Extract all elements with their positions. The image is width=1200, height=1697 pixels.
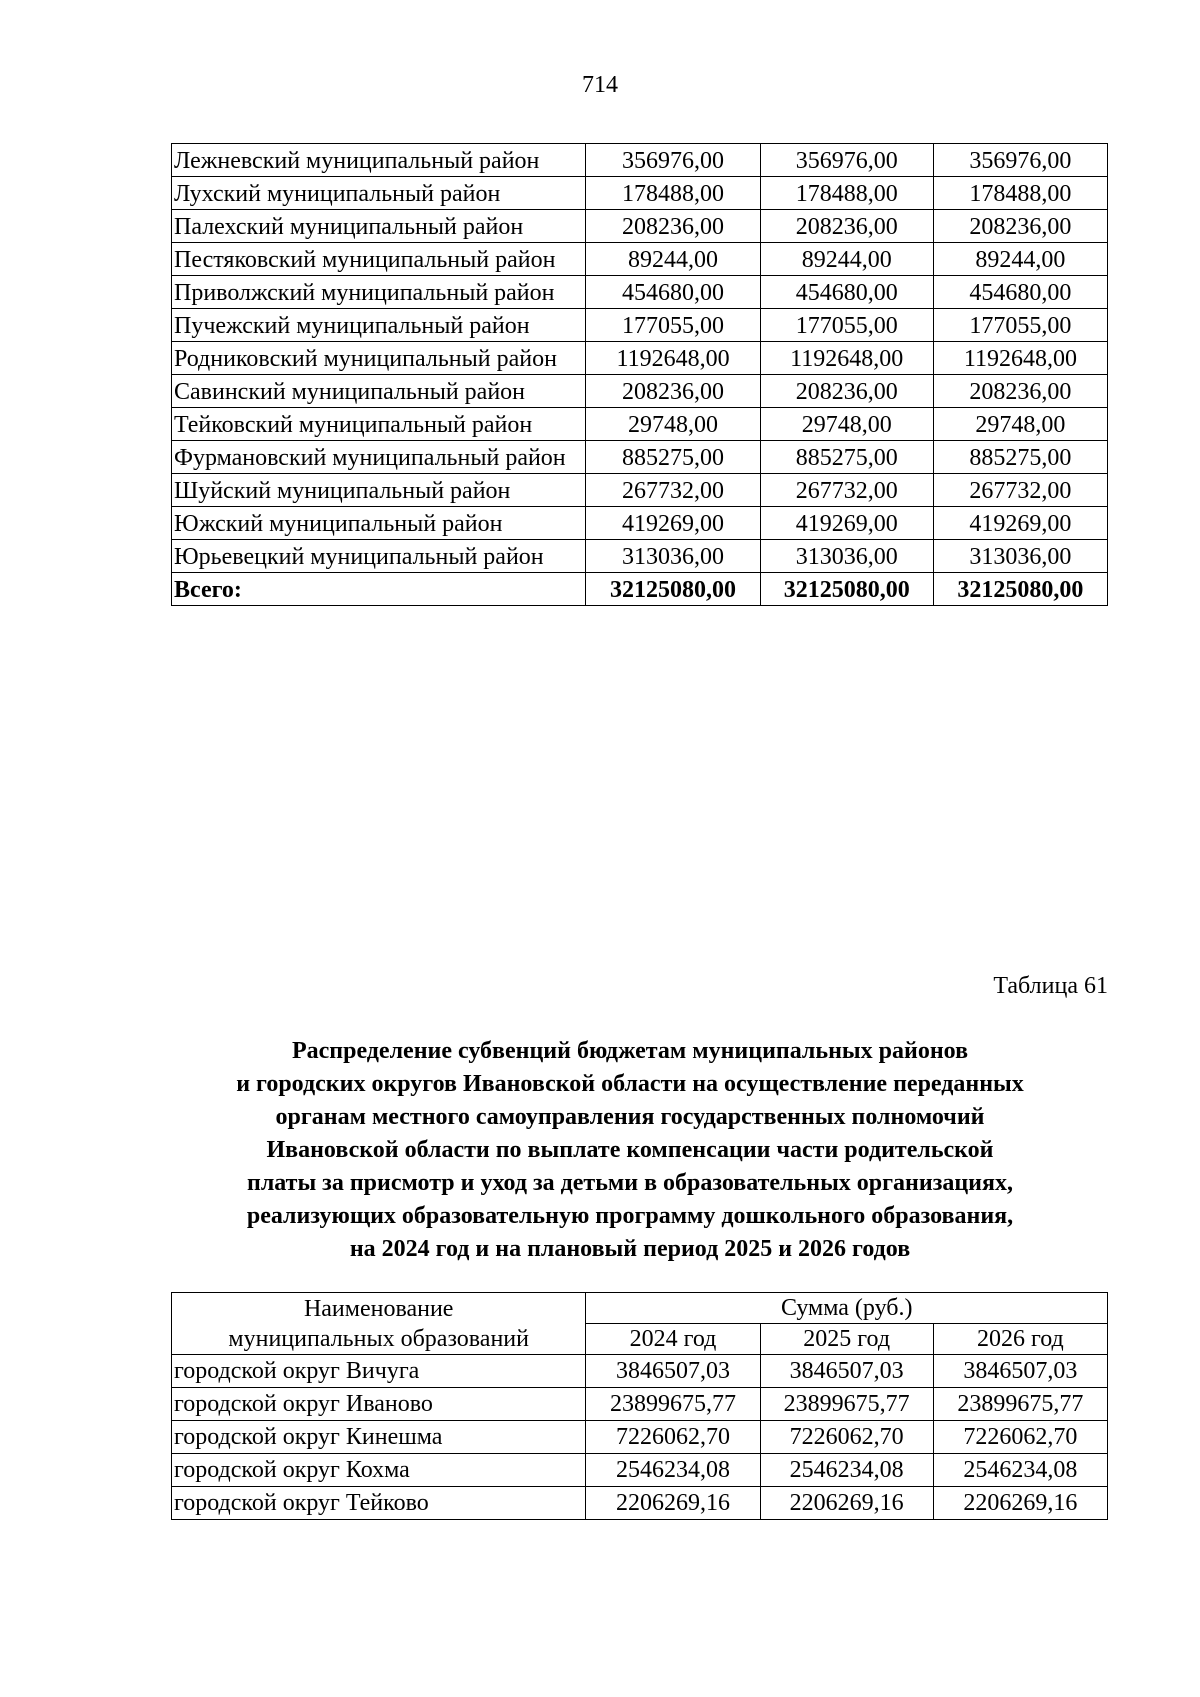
amount-2026: 89244,00	[933, 243, 1107, 276]
amount-2026: 208236,00	[933, 210, 1107, 243]
amount-2026: 454680,00	[933, 276, 1107, 309]
table-row	[172, 309, 1108, 342]
amount-2024: 7226062,70	[586, 1421, 760, 1454]
table2-body	[172, 1355, 1108, 1520]
table-row	[172, 177, 1108, 210]
amount-2026: 356976,00	[933, 144, 1107, 177]
total-row	[172, 573, 1108, 606]
amount-2026: 177055,00	[933, 309, 1107, 342]
table-row	[172, 1421, 1108, 1454]
municipality-name: городской округ Кинешма	[172, 1421, 586, 1454]
municipality-name: городской округ Кохма	[172, 1454, 586, 1487]
table-row	[172, 210, 1108, 243]
municipality-name: Приволжский муниципальный район	[172, 276, 586, 309]
municipality-name: Лежневский муниципальный район	[172, 144, 586, 177]
heading-line: и городских округов Ивановской области на осуществление переданных	[236, 1071, 1024, 1097]
header-year-2024: 2024 год	[586, 1324, 760, 1355]
amount-2024: 2546234,08	[586, 1454, 760, 1487]
total-2025: 32125080,00	[760, 573, 933, 606]
amount-2024: 178488,00	[586, 177, 760, 210]
amount-2024: 89244,00	[586, 243, 760, 276]
heading-line: реализующих образовательную программу дошкольного образования,	[246, 1203, 1014, 1229]
amount-2024: 2206269,16	[586, 1487, 760, 1520]
table-row	[172, 507, 1108, 540]
table-row	[172, 474, 1108, 507]
amount-2024: 356976,00	[586, 144, 760, 177]
header-name-line2: муниципальных образований	[228, 1325, 529, 1352]
table-row	[172, 375, 1108, 408]
municipality-name: Савинский муниципальный район	[172, 375, 586, 408]
municipality-name: Родниковский муниципальный район	[172, 342, 586, 375]
municipality-name: Южский муниципальный район	[172, 507, 586, 540]
amount-2025: 1192648,00	[760, 342, 933, 375]
table-row	[172, 1388, 1108, 1421]
amount-2026: 885275,00	[933, 441, 1107, 474]
amount-2026: 178488,00	[933, 177, 1107, 210]
amount-2026: 313036,00	[933, 540, 1107, 573]
amount-2024: 29748,00	[586, 408, 760, 441]
amount-2025: 29748,00	[760, 408, 933, 441]
table1-body	[172, 144, 1108, 606]
amount-2026: 2206269,16	[933, 1487, 1107, 1520]
amount-2026: 29748,00	[933, 408, 1107, 441]
amount-2026: 7226062,70	[933, 1421, 1107, 1454]
heading-line: органам местного самоуправления государственных полномочий	[275, 1104, 985, 1130]
table-row	[172, 408, 1108, 441]
municipality-name: Шуйский муниципальный район	[172, 474, 586, 507]
table-row	[172, 1454, 1108, 1487]
heading-line: Распределение субвенций бюджетам муниципальных районов	[291, 1038, 969, 1064]
amount-2026: 23899675,77	[933, 1388, 1107, 1421]
municipality-name: городской округ Тейково	[172, 1487, 586, 1520]
heading-line: платы за присмотр и уход за детьми в образовательных организациях,	[246, 1170, 1013, 1196]
header-year-2026: 2026 год	[933, 1324, 1107, 1355]
table-label: Таблица 61	[993, 973, 1108, 999]
amount-2026: 3846507,03	[933, 1355, 1107, 1388]
amount-2025: 356976,00	[760, 144, 933, 177]
municipality-name: Тейковский муниципальный район	[172, 408, 586, 441]
amount-2024: 208236,00	[586, 375, 760, 408]
table-row	[172, 1355, 1108, 1388]
amount-2025: 177055,00	[760, 309, 933, 342]
table-row	[172, 540, 1108, 573]
amount-2025: 23899675,77	[760, 1388, 933, 1421]
municipality-name: Юрьевецкий муниципальный район	[172, 540, 586, 573]
amount-2026: 2546234,08	[933, 1454, 1107, 1487]
amount-2025: 2546234,08	[760, 1454, 933, 1487]
amount-2025: 3846507,03	[760, 1355, 933, 1388]
municipality-name: Пестяковский муниципальный район	[172, 243, 586, 276]
municipality-name: городской округ Вичуга	[172, 1355, 586, 1388]
amount-2025: 313036,00	[760, 540, 933, 573]
heading-line: на 2024 год и на плановый период 2025 и 2026 годов	[349, 1236, 911, 1262]
table2-header	[172, 1293, 1108, 1355]
amount-2025: 419269,00	[760, 507, 933, 540]
amount-2025: 2206269,16	[760, 1487, 933, 1520]
table-row	[172, 276, 1108, 309]
subvention-table-continued	[171, 143, 1108, 606]
amount-2024: 267732,00	[586, 474, 760, 507]
amount-2026: 1192648,00	[933, 342, 1107, 375]
municipality-name: Пучежский муниципальный район	[172, 309, 586, 342]
total-2024: 32125080,00	[586, 573, 760, 606]
table-row	[172, 243, 1108, 276]
amount-2025: 208236,00	[760, 375, 933, 408]
total-2026: 32125080,00	[933, 573, 1107, 606]
amount-2024: 23899675,77	[586, 1388, 760, 1421]
amount-2024: 454680,00	[586, 276, 760, 309]
heading-line: Ивановской области по выплате компенсации части родительской	[266, 1137, 994, 1163]
amount-2024: 177055,00	[586, 309, 760, 342]
amount-2025: 178488,00	[760, 177, 933, 210]
table-row	[172, 441, 1108, 474]
amount-2024: 3846507,03	[586, 1355, 760, 1388]
amount-2026: 419269,00	[933, 507, 1107, 540]
table-row	[172, 342, 1108, 375]
amount-2025: 89244,00	[760, 243, 933, 276]
amount-2024: 313036,00	[586, 540, 760, 573]
header-sum: Сумма (руб.)	[586, 1293, 1108, 1324]
amount-2024: 885275,00	[586, 441, 760, 474]
table-row	[172, 1487, 1108, 1520]
amount-2024: 208236,00	[586, 210, 760, 243]
header-name-line1: Наименование	[303, 1295, 454, 1322]
table-heading	[150, 1035, 1110, 1266]
municipality-name: городской округ Иваново	[172, 1388, 586, 1421]
table-row	[172, 144, 1108, 177]
amount-2024: 419269,00	[586, 507, 760, 540]
amount-2025: 208236,00	[760, 210, 933, 243]
header-year-2025: 2025 год	[760, 1324, 933, 1355]
amount-2025: 267732,00	[760, 474, 933, 507]
header-name	[172, 1293, 586, 1355]
municipality-name: Фурмановский муниципальный район	[172, 441, 586, 474]
amount-2024: 1192648,00	[586, 342, 760, 375]
amount-2025: 7226062,70	[760, 1421, 933, 1454]
municipality-name: Лухский муниципальный район	[172, 177, 586, 210]
amount-2025: 885275,00	[760, 441, 933, 474]
page-number: 714	[582, 72, 618, 98]
municipality-name: Палехский муниципальный район	[172, 210, 586, 243]
amount-2026: 208236,00	[933, 375, 1107, 408]
subvention-table-61	[171, 1292, 1108, 1520]
total-label: Всего:	[172, 573, 586, 606]
amount-2025: 454680,00	[760, 276, 933, 309]
amount-2026: 267732,00	[933, 474, 1107, 507]
